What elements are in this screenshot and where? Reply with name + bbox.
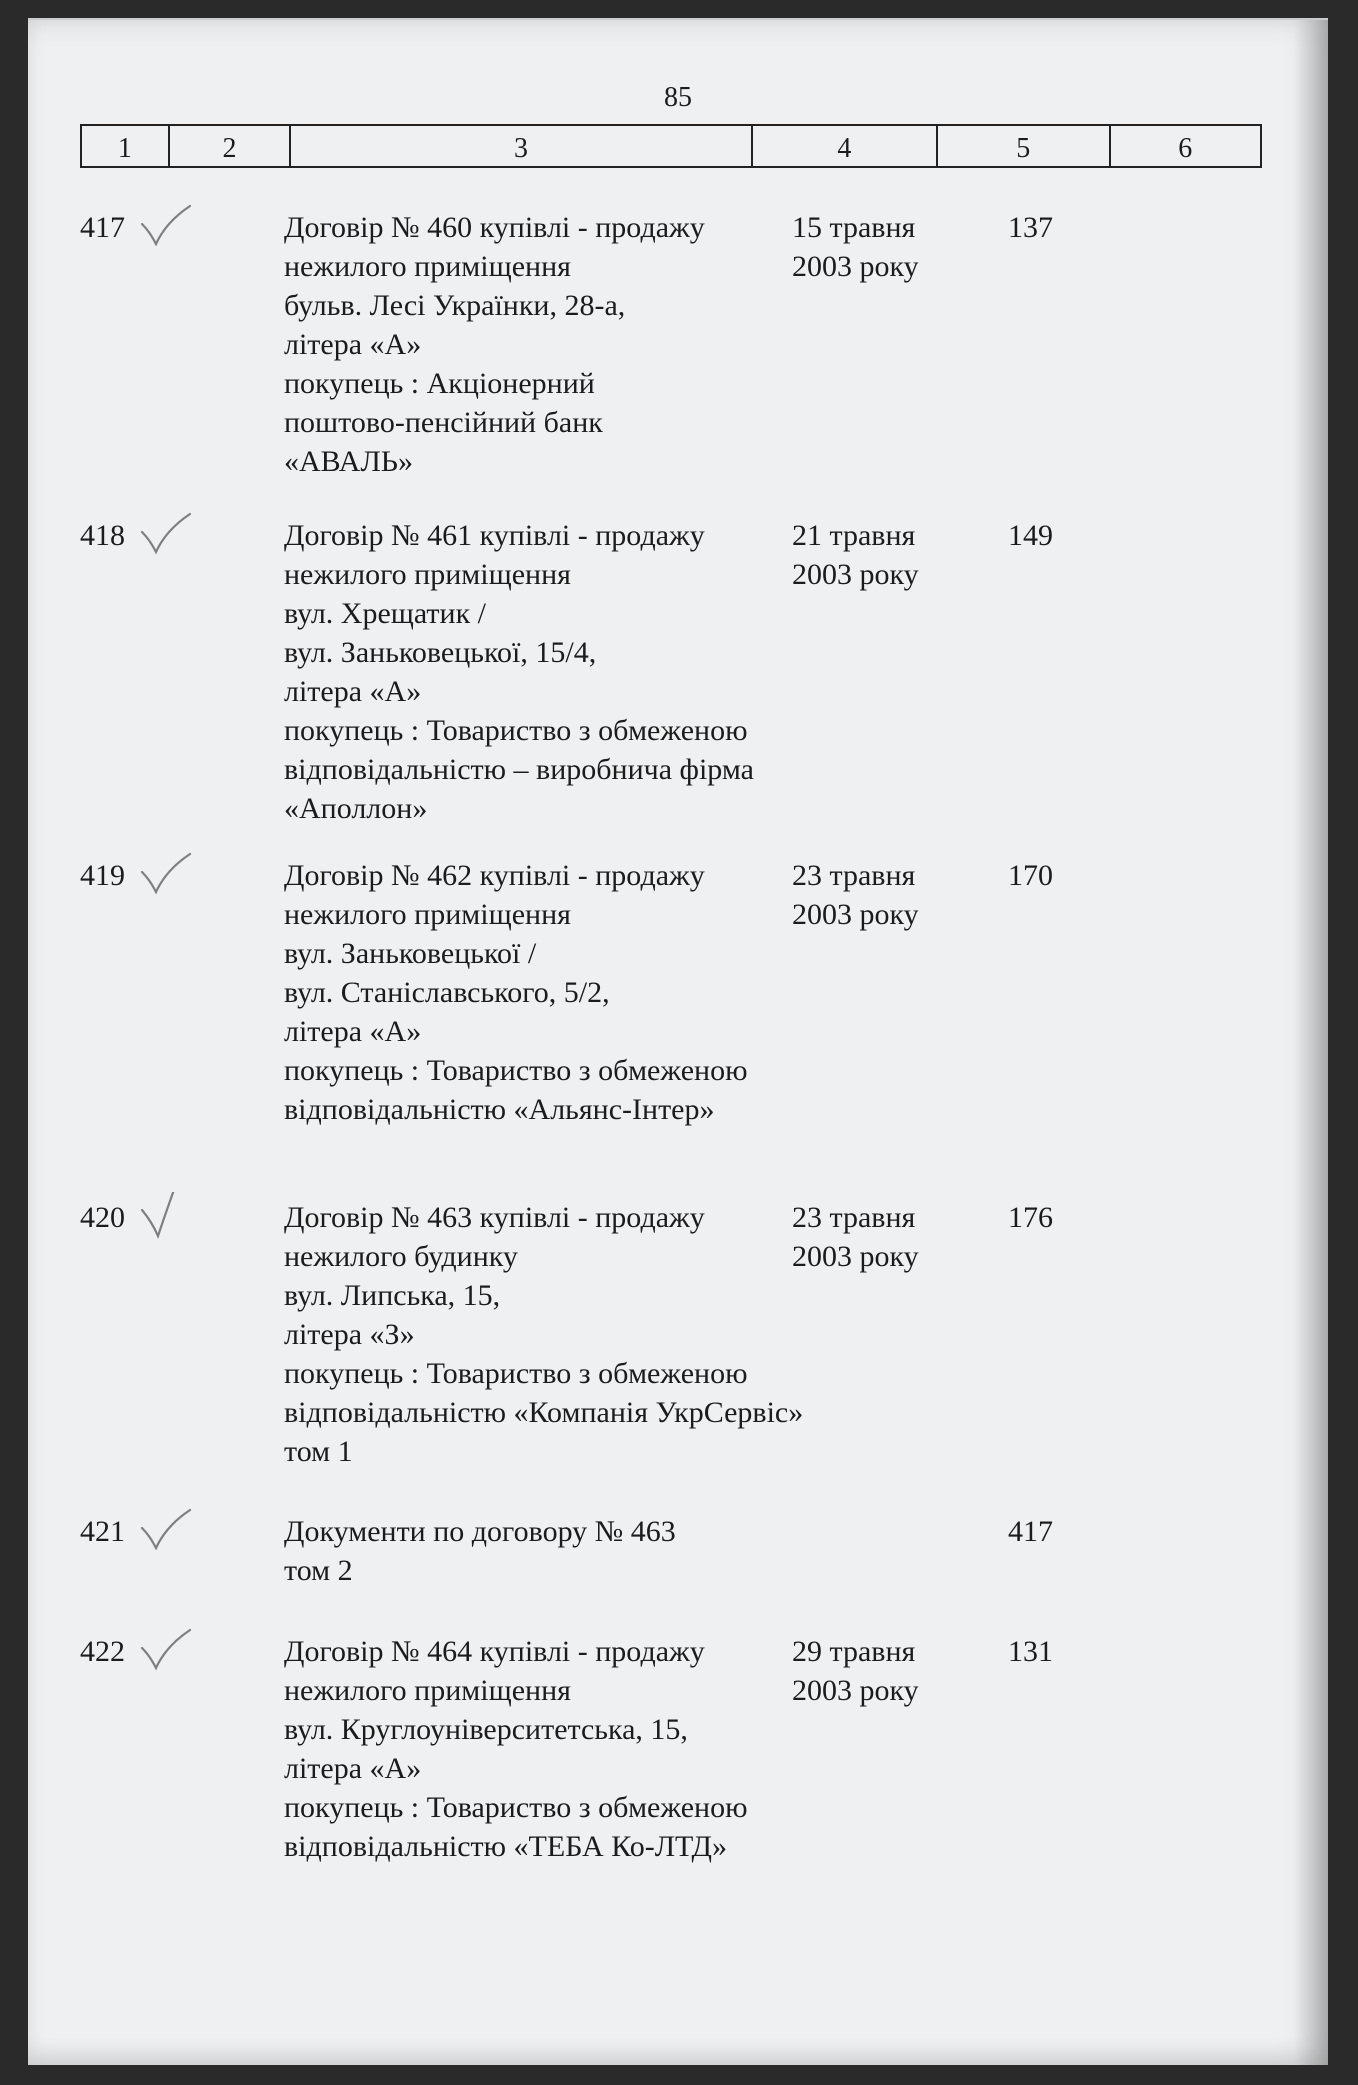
checkmark-icon: [138, 850, 198, 902]
description-line: літера «З»: [284, 1318, 415, 1351]
description-line: відповідальністю «Альянс-Інтер»: [284, 1093, 715, 1126]
entry-number: 417: [80, 211, 125, 244]
description-line: вул. Липська, 15,: [284, 1279, 501, 1312]
description-line: покупець : Товариство з обмеженою: [284, 1357, 748, 1390]
date-line: 23 травня: [792, 1201, 916, 1234]
column-header-5: 5: [938, 126, 1110, 166]
date-line: 2003 року: [792, 1240, 919, 1273]
entry-number: 422: [80, 1635, 125, 1668]
description-line: Договір № 462 купівлі - продажу: [284, 859, 705, 892]
entry-description: [284, 856, 844, 1129]
column-header-2: 2: [170, 126, 292, 166]
entry-page-count: 149: [1008, 519, 1053, 552]
entry-page-count: 170: [1008, 859, 1053, 892]
entry-description: [284, 516, 844, 828]
description-line: том 1: [284, 1435, 353, 1468]
entry-date: [792, 208, 972, 286]
date-line: 2003 року: [792, 250, 919, 283]
entry-description: [284, 1632, 844, 1866]
checkmark-icon: [138, 202, 198, 254]
description-line: Договір № 464 купівлі - продажу: [284, 1635, 705, 1668]
entry-page-count: 417: [1008, 1515, 1053, 1548]
entry-page-count: 176: [1008, 1201, 1053, 1234]
description-line: покупець : Товариство з обмеженою: [284, 1791, 748, 1824]
description-line: нежилого приміщення: [284, 558, 571, 591]
description-line: відповідальністю – виробнича фірма: [284, 753, 754, 786]
description-line: поштово-пенсійний банк: [284, 406, 603, 439]
description-line: відповідальністю «ТЕБА Ко-ЛТД»: [284, 1830, 727, 1863]
checkmark-icon: [138, 1626, 198, 1678]
table-header: [80, 124, 1262, 168]
entry-date: [792, 856, 972, 934]
description-line: літера «А»: [284, 1015, 422, 1048]
description-line: нежилого приміщення: [284, 898, 571, 931]
date-line: 15 травня: [792, 211, 916, 244]
entry-page-count: 131: [1008, 1635, 1053, 1668]
entry-number: 418: [80, 519, 125, 552]
checkmark-icon: [138, 1192, 198, 1244]
description-line: Договір № 463 купівлі - продажу: [284, 1201, 705, 1234]
description-line: Договір № 460 купівлі - продажу: [284, 211, 705, 244]
description-line: нежилого будинку: [284, 1240, 518, 1273]
entry-number: 421: [80, 1515, 125, 1548]
entry-description: [284, 208, 844, 481]
date-line: 21 травня: [792, 519, 916, 552]
description-line: вул. Станіславського, 5/2,: [284, 976, 610, 1009]
column-header-3: 3: [291, 126, 752, 166]
column-header-1: 1: [82, 126, 170, 166]
description-line: покупець : Акціонерний: [284, 367, 595, 400]
description-line: Документи по договору № 463: [284, 1515, 676, 1548]
entry-number: 419: [80, 859, 125, 892]
checkmark-icon: [138, 1506, 198, 1558]
description-line: нежилого приміщення: [284, 1674, 571, 1707]
page-edge-shadow: [1294, 20, 1328, 2065]
description-line: літера «А»: [284, 328, 422, 361]
entry-page-count: 137: [1008, 211, 1053, 244]
description-line: відповідальністю «Компанія УкрСервіс»: [284, 1396, 804, 1429]
entry-number: 420: [80, 1201, 125, 1234]
checkmark-icon: [138, 510, 198, 562]
date-line: 2003 року: [792, 558, 919, 591]
description-line: «Аполлон»: [284, 792, 428, 825]
description-line: покупець : Товариство з обмеженою: [284, 1054, 748, 1087]
description-line: вул. Заньковецької, 15/4,: [284, 636, 597, 669]
column-header-4: 4: [753, 126, 938, 166]
entry-description: [284, 1198, 844, 1471]
description-line: вул. Круглоуніверситетська, 15,: [284, 1713, 688, 1746]
entry-date: [792, 1632, 972, 1710]
description-line: літера «А»: [284, 675, 422, 708]
description-line: вул. Заньковецької /: [284, 937, 537, 970]
document-page: [28, 18, 1328, 2065]
description-line: покупець : Товариство з обмеженою: [284, 714, 748, 747]
description-line: бульв. Лесі Українки, 28-а,: [284, 289, 626, 322]
date-line: 2003 року: [792, 898, 919, 931]
entry-date: [792, 516, 972, 594]
description-line: Договір № 461 купівлі - продажу: [284, 519, 705, 552]
column-header-6: 6: [1178, 133, 1193, 164]
description-line: літера «А»: [284, 1752, 422, 1785]
date-line: 2003 року: [792, 1674, 919, 1707]
description-line: «АВАЛЬ»: [284, 445, 414, 478]
date-line: 29 травня: [792, 1635, 916, 1668]
description-line: нежилого приміщення: [284, 250, 571, 283]
page-number: 85: [664, 82, 692, 113]
description-line: том 2: [284, 1554, 353, 1587]
description-line: вул. Хрещатик /: [284, 597, 486, 630]
entry-date: [792, 1198, 972, 1276]
entry-description: [284, 1512, 844, 1590]
date-line: 23 травня: [792, 859, 916, 892]
